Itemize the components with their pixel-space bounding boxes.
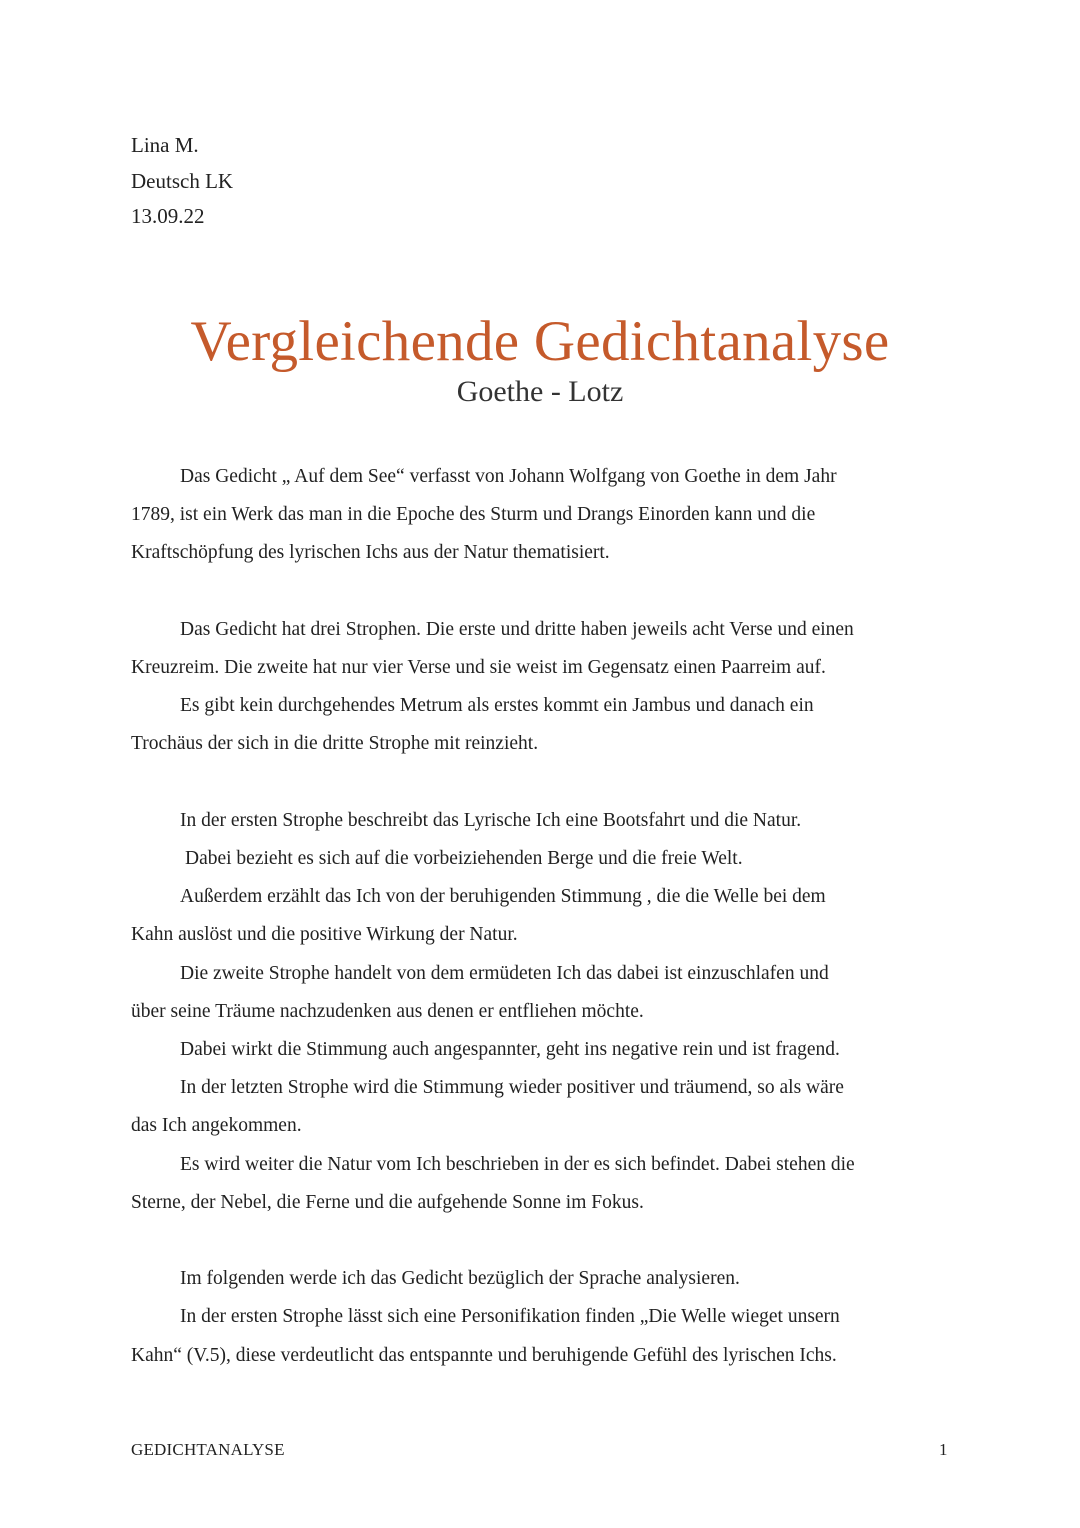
paragraph-line: das Ich angekommen.: [131, 1115, 302, 1137]
document-header: [131, 128, 233, 235]
document-date: 13.09.22: [131, 204, 205, 228]
paragraph-line: Die zweite Strophe handelt von dem ermüdeten Ich das dabei ist einzuschlafen und: [180, 962, 829, 984]
page-number: 1: [939, 1440, 948, 1459]
document-body: [131, 458, 946, 1375]
paragraph-line: In der ersten Strophe beschreibt das Lyrische Ich eine Bootsfahrt und die Natur.: [180, 809, 802, 831]
paragraph-line: In der letzten Strophe wird die Stimmung wieder positiver und träumend, so als wäre: [180, 1077, 844, 1099]
author-name: Lina M.: [131, 133, 199, 157]
paragraph-line: Außerdem erzählt das Ich von der beruhigenden Stimmung , die die Welle bei dem: [180, 886, 826, 908]
paragraph-line: Das Gedicht „ Auf dem See“ verfasst von Johann Wolfgang von Goethe in dem Jahr: [180, 466, 837, 487]
paragraph-line: über seine Träume nachzudenken aus denen er entfliehen möchte.: [131, 1000, 644, 1022]
paragraph-spacer: [131, 573, 946, 611]
paragraph-line: Sterne, der Nebel, die Ferne und die aufgehende Sonne im Fokus.: [131, 1191, 644, 1213]
paragraph-line: Kahn auslöst und die positive Wirkung der Natur.: [131, 924, 518, 946]
paragraph-line: Kraftschöpfung des lyrischen Ichs aus der Natur thematisiert.: [131, 542, 610, 564]
paragraph-spacer: [131, 764, 946, 802]
course-name: Deutsch LK: [131, 168, 234, 193]
footer-label: GEDICHTANALYSE: [131, 1440, 285, 1459]
paragraph-line: Es wird weiter die Natur vom Ich beschrieben in der es sich befindet. Dabei stehen die: [180, 1153, 855, 1175]
document-subtitle: Goethe - Lotz: [456, 375, 624, 408]
paragraph-line: Im folgenden werde ich das Gedicht bezüglich der Sprache analysieren.: [180, 1268, 740, 1290]
paragraph-line: Dabei wirkt die Stimmung auch angespannter, geht ins negative rein und ist fragend.: [180, 1039, 840, 1061]
document-title: Vergleichende Gedichtanalyse: [190, 310, 890, 373]
paragraph-line: Kreuzreim. Die zweite hat nur vier Verse und sie weist im Gegensatz einen Paarreim auf.: [131, 657, 826, 678]
paragraph-line: In der ersten Strophe lässt sich eine Personifikation finden „Die Welle wieget unsern: [180, 1306, 840, 1328]
paragraph-spacer: [131, 1222, 946, 1260]
paragraph-line: Kahn“ (V.5), diese verdeutlicht das entspannte und beruhigende Gefühl des lyrischen Ichs.: [131, 1344, 837, 1366]
paragraph-line: Es gibt kein durchgehendes Metrum als erstes kommt ein Jambus und danach ein: [180, 695, 814, 717]
paragraph-line: Das Gedicht hat drei Strophen. Die erste und dritte haben jeweils acht Verse und einen: [180, 618, 854, 640]
paragraph-line: Trochäus der sich in die dritte Strophe mit reinzieht.: [131, 733, 539, 755]
paragraph-line: 1789, ist ein Werk das man in die Epoche des Sturm und Drangs Einorden kann und die: [131, 504, 816, 526]
paragraph-line: Dabei bezieht es sich auf die vorbeiziehenden Berge und die freie Welt.: [185, 848, 743, 869]
